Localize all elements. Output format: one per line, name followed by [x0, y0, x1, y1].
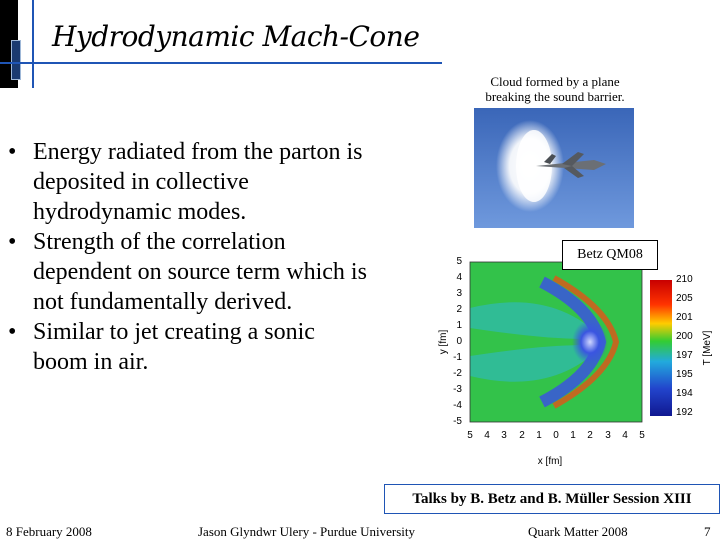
- bullet-item: • Strength of the correlation dependent on source term which is not fundamentally derived.: [8, 227, 368, 317]
- x-tick: 2: [519, 430, 525, 441]
- colorbar-tick: 210: [676, 274, 693, 285]
- bullet-item: • Energy radiated from the parton is deposited in collective hydrodynamic modes.: [8, 137, 368, 227]
- y-tick: 3: [456, 288, 462, 299]
- bullet-list: [8, 137, 368, 377]
- x-tick: 1: [570, 430, 576, 441]
- x-tick: 5: [639, 430, 645, 441]
- x-tick: 3: [501, 430, 507, 441]
- title-rule-vertical: [32, 0, 34, 88]
- x-tick: 3: [605, 430, 611, 441]
- y-tick: -4: [453, 400, 462, 411]
- colorbar-tick: 201: [676, 312, 693, 323]
- left-accent-bar: [0, 0, 18, 88]
- footer-conference: Quark Matter 2008: [528, 524, 628, 539]
- colorbar-label: T [MeV]: [702, 330, 713, 366]
- sonic-boom-photo: [474, 108, 634, 228]
- y-tick: -2: [453, 368, 462, 379]
- y-tick: -1: [453, 352, 462, 363]
- x-tick: 4: [622, 430, 628, 441]
- left-accent-inset: [11, 40, 21, 80]
- x-tick: 2: [587, 430, 593, 441]
- mach-cone-plot: [432, 248, 720, 470]
- footer-page-number: 7: [704, 524, 711, 539]
- y-tick: 2: [456, 304, 462, 315]
- colorbar: [650, 280, 672, 416]
- footer-author: Jason Glyndwr Ulery - Purdue University: [198, 524, 415, 539]
- x-tick: 1: [536, 430, 542, 441]
- y-tick: 0: [456, 336, 462, 347]
- x-tick: 4: [484, 430, 490, 441]
- colorbar-tick: 194: [676, 388, 693, 399]
- bullet-item: • Similar to jet creating a sonic boom in air.: [8, 317, 368, 377]
- colorbar-tick: 192: [676, 407, 693, 418]
- x-tick: 5: [467, 430, 473, 441]
- colorbar-tick: 205: [676, 293, 693, 304]
- y-axis-label: y [fm]: [438, 329, 449, 355]
- betz-label-box: Betz QM08: [562, 240, 658, 270]
- footer-date: 8 February 2008: [6, 524, 92, 539]
- x-axis-label: x [fm]: [537, 456, 563, 467]
- colorbar-tick: 195: [676, 369, 693, 380]
- y-tick: 5: [456, 256, 462, 267]
- x-tick: 0: [553, 430, 559, 441]
- y-tick: -5: [453, 416, 462, 427]
- slide-title: Hydrodynamic Mach-Cone: [52, 20, 420, 53]
- colorbar-tick: 197: [676, 350, 693, 361]
- colorbar-tick: 200: [676, 331, 693, 342]
- y-tick: 1: [456, 320, 462, 331]
- title-rule-horizontal: [0, 62, 442, 64]
- y-tick: 4: [456, 272, 462, 283]
- talks-box: Talks by B. Betz and B. Müller Session XIII: [384, 484, 720, 514]
- y-tick: -3: [453, 384, 462, 395]
- photo-caption: Cloud formed by a plane breaking the sound barrier.: [485, 74, 625, 104]
